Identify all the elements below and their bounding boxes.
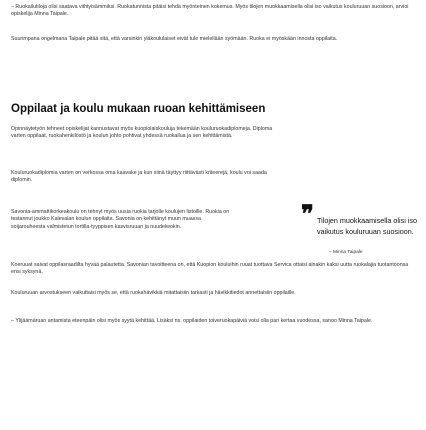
pull-quote-author: – Minna Taipale	[329, 250, 363, 255]
quote-mark-icon: ❞	[301, 202, 314, 228]
article-paragraph: Savonia-ammattikorkeakoulu on tehnyt myös uusia ruokia tarjolle koulujen listoille. Ruokia on testannut joukko Kalevalan koulun oppilaita. Savonia on kehittänyt muun muassa soijarouheesta valmistetun tortilla-tyyppisen kasvisruuan ja nuudelwokin.	[11, 209, 230, 230]
article-paragraph: – Ruokailutiloja olisi saatava viihtyisämmiksi. Ruokatunnista pitäisi tehdä myönteinen kokemus. Myös tilojen muokkaamisella olisi iso vaikutus kouluruuan suosioon, arvioi opiskelija Minna Taipale.	[11, 4, 409, 18]
article-paragraph: Opinnäytetyön tehneet opiskelijat kannustavat myös kuopiolaiskouluja tekemään kouluruokadiplomeja. Diploma varten oppilaat, ruokahenkilöstö ja koulun johto pohtivat yhdessä ruokailua ja sen kehittämistä.	[11, 126, 273, 140]
article-paragraph: Kouluruokadiplomia varten on verkossa oma kaavake ja kun siinä täyttyy riittävästi kriteerejä, koulu voi saada diplomin.	[11, 170, 267, 184]
section-heading: Oppilaat ja koulu mukaan ruoan kehittämiseen	[11, 103, 266, 115]
article-paragraph: – Ylijäämäruan antamista eteenpäin olisi myös syytä kehittää. Lisäksi ns. oppilaiden toiveruokapäiviä voisi olla pari kertaa vuodessa, sanoo Minna Taipale.	[11, 318, 373, 324]
article-paragraph: Kouluruuan arvostukseen vaikuttaisi myös se, että ruokahävikkiä mitattaisiin tarkasti ja hävikkitiedot annettaisiin oppilaille.	[11, 290, 296, 296]
pull-quote: Tilojen muokkaamisella olisi iso vaikutus kouluruuan suosioon.	[317, 216, 417, 236]
article-paragraph: Suurimpana ongelmana Taipale pitää sitä, että varsinkin yläkoululaiset eivät tule mielellään syömään. Ruoka ei myöskään innosta oppilaita.	[11, 36, 338, 42]
article-paragraph: Koeruuat saivat oppilasraadilta hyvää palautetta. Savonian tavoitteena on, että Kuopion kouluihin ruuat tuottava Servica ottaisi ainakin kaksi uutta ruokalajia tuotantoonsa ensi syksynä.	[11, 262, 409, 276]
